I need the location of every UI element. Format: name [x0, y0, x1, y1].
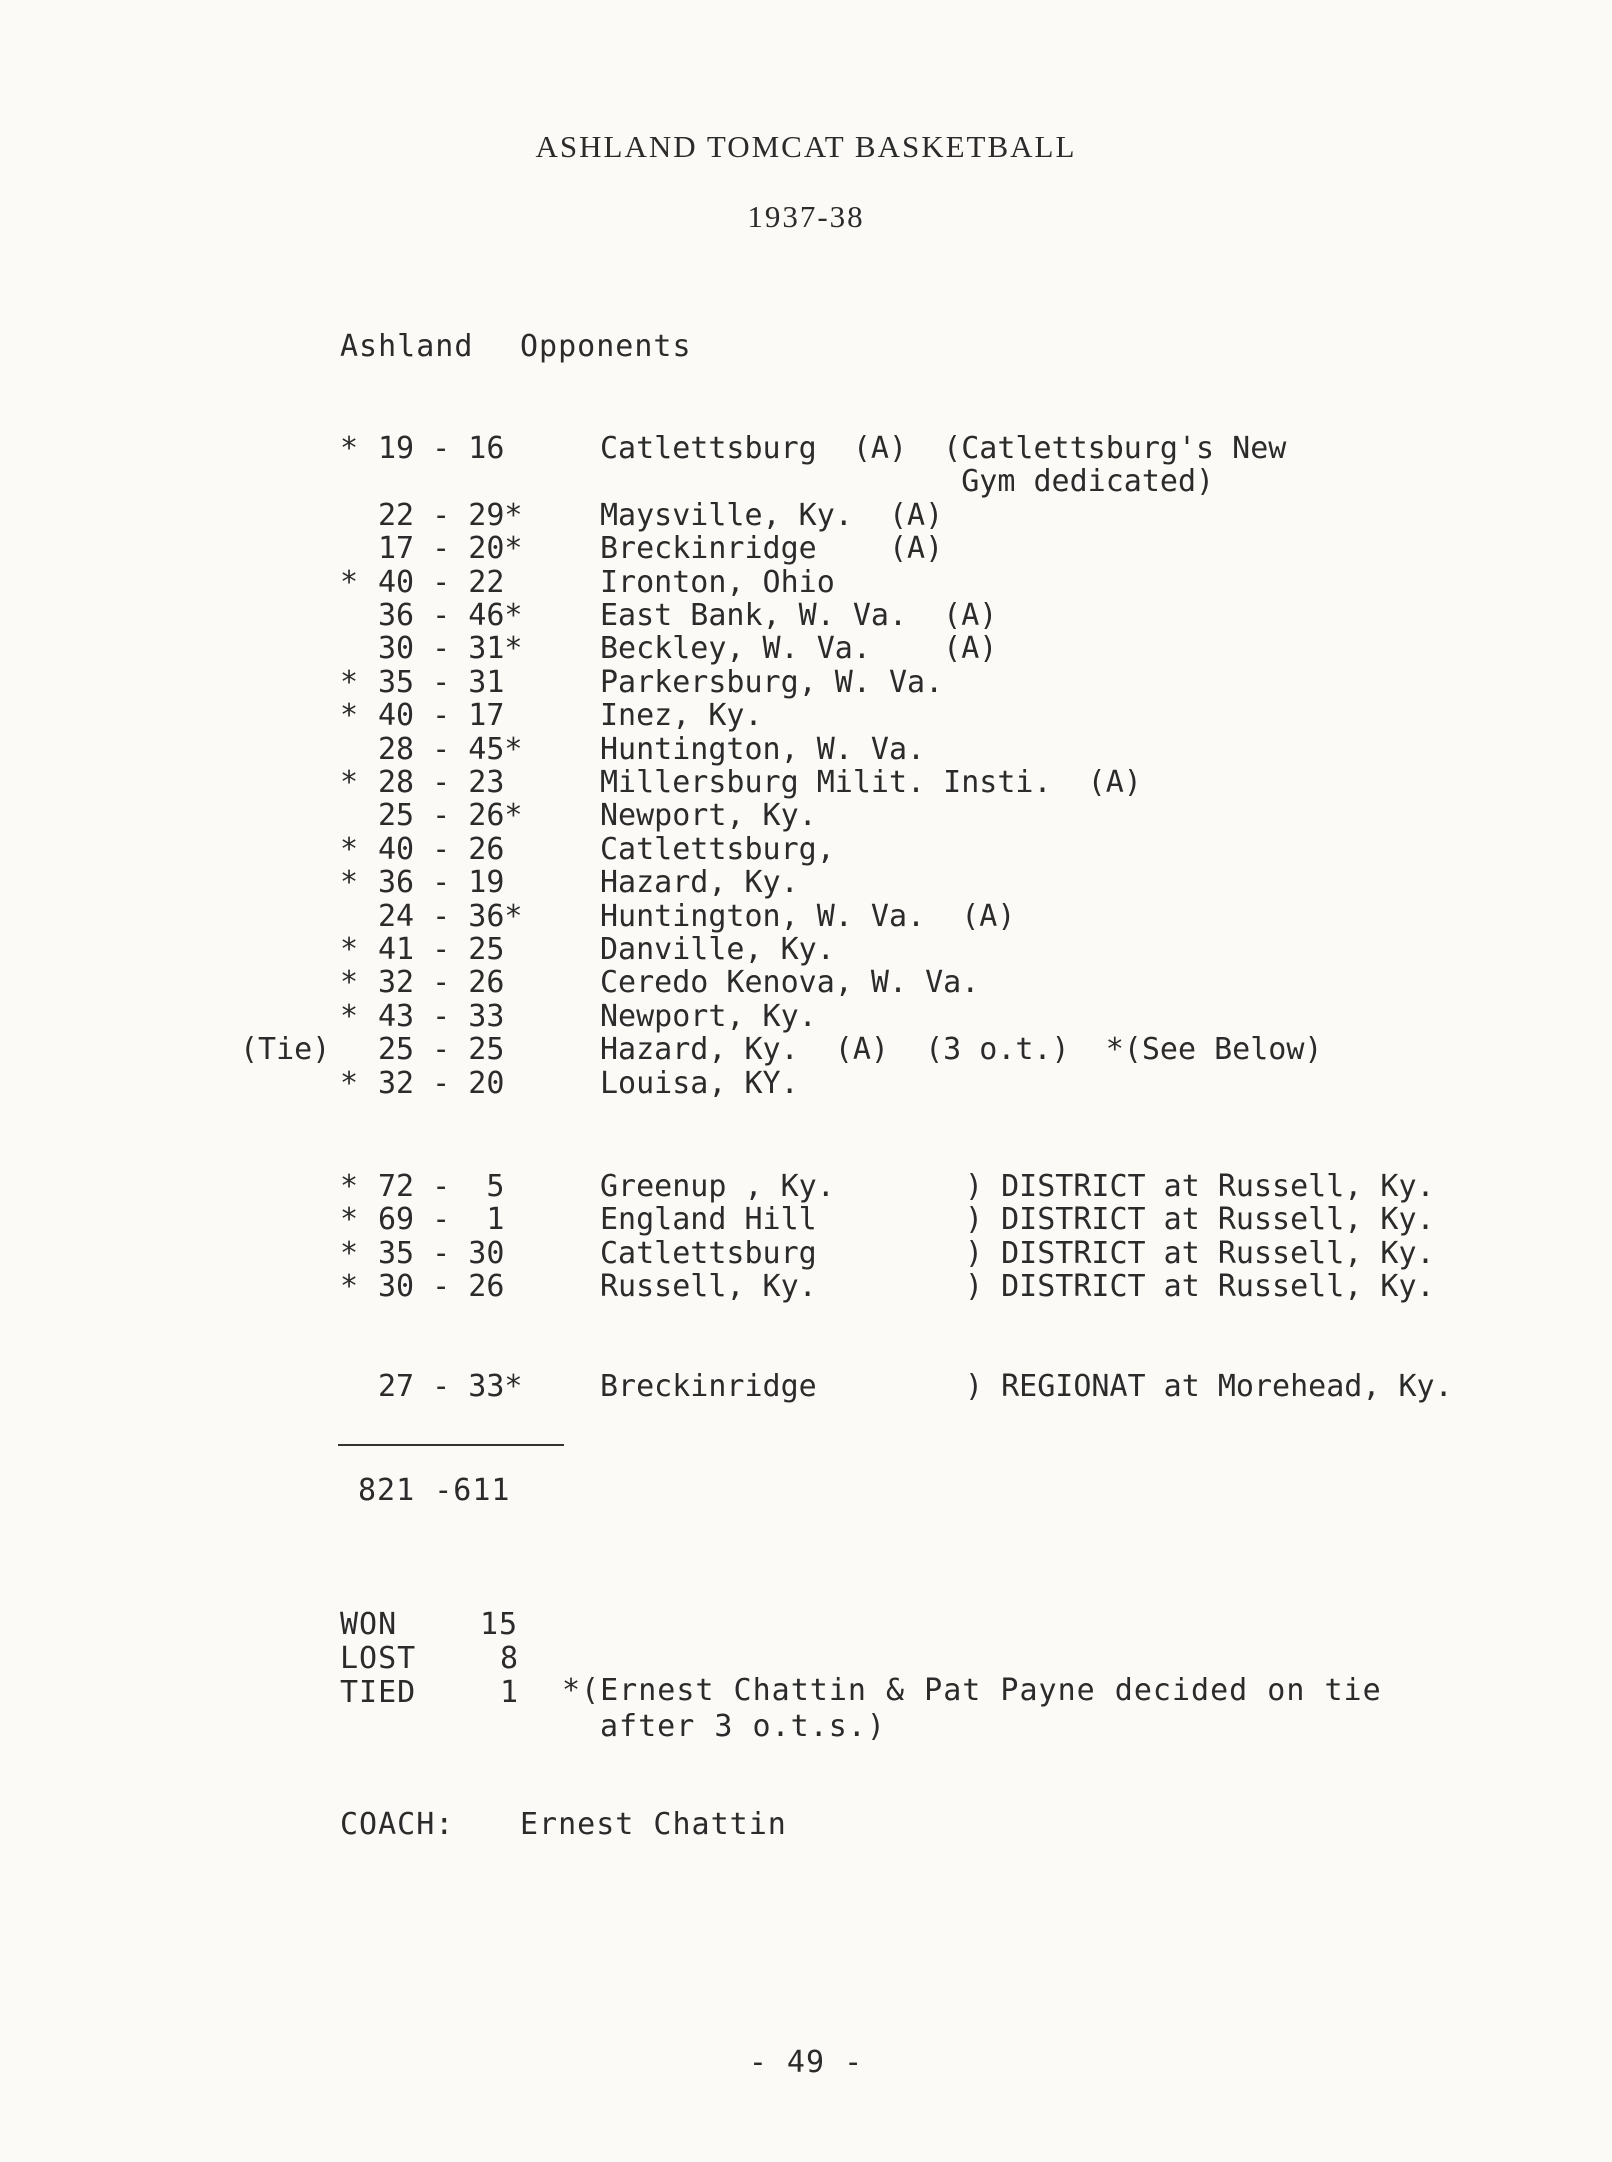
game-row [0, 866, 1612, 900]
win-marker: * [340, 1235, 359, 1271]
game-score: 25 - 25 [378, 1032, 523, 1068]
game-note: ) REGIONAT at Morehead, Ky. [965, 1369, 1453, 1404]
win-marker: * [340, 1269, 359, 1305]
game-score: 30 - 31* [378, 631, 523, 667]
game-score: 25 - 26* [378, 798, 523, 834]
game-row [0, 733, 1612, 767]
coach-name: Ernest Chattin [520, 1807, 787, 1842]
game-score: 36 - 46* [378, 598, 523, 633]
opponent-name: Newport, Ky. [600, 798, 817, 834]
game-score: 24 - 36* [378, 898, 523, 934]
game-score: 32 - 20 [378, 1065, 523, 1101]
opponent-name: Newport, Ky. [600, 998, 817, 1034]
game-row [0, 499, 1612, 533]
game-score: 40 - 26 [378, 831, 523, 867]
game-score: 35 - 30 [378, 1235, 523, 1271]
game-note: ) DISTRICT at Russell, Ky. [965, 1169, 1435, 1204]
opponent-name: Catlettsburg (A) (Catlettsburg's New [600, 431, 1287, 466]
opponent-name: Ironton, Ohio [600, 564, 835, 600]
game-score: 19 - 16 [378, 431, 523, 466]
game-note: ) DISTRICT at Russell, Ky. [965, 1235, 1435, 1271]
game-score: 27 - 33* [378, 1369, 523, 1404]
opponent-name: Catlettsburg, [600, 831, 835, 867]
opponent-name: Russell, Ky. [600, 1269, 817, 1305]
game-row [0, 766, 1612, 800]
game-score: 72 - 5 [378, 1169, 523, 1204]
opponent-name: Parkersburg, W. Va. [600, 664, 944, 700]
page-number: - 49 - [748, 2045, 864, 2080]
page-title: ASHLAND TOMCAT BASKETBALL [535, 129, 1077, 164]
game-row [0, 1170, 1612, 1204]
lost-label: LOST [340, 1641, 417, 1676]
game-row [0, 1067, 1612, 1101]
opponent-name: Greenup , Ky. [600, 1169, 835, 1204]
game-row [0, 699, 1612, 733]
game-score: 30 - 26 [378, 1269, 523, 1305]
game-score: 35 - 31 [378, 664, 523, 700]
win-marker: * [340, 831, 359, 867]
game-score: 17 - 20* [378, 531, 523, 567]
win-marker: * [340, 965, 359, 1001]
game-row [0, 1270, 1612, 1304]
coach-label: COACH: [340, 1807, 455, 1842]
opponent-name: Huntington, W. Va. (A) [600, 898, 1016, 934]
opponent-name: Millersburg Milit. Insti. (A) [600, 765, 1142, 800]
game-row [0, 1370, 1612, 1404]
game-row [0, 465, 1612, 499]
game-row [0, 566, 1612, 600]
game-row [0, 599, 1612, 633]
opponent-name: Breckinridge (A) [600, 531, 944, 567]
opponent-name: Maysville, Ky. (A) [600, 497, 944, 533]
win-marker: * [340, 431, 359, 466]
game-score: 40 - 17 [378, 698, 523, 734]
opponent-name: Inez, Ky. [600, 698, 763, 734]
win-marker: * [340, 1169, 359, 1204]
tie-footnote-continued: after 3 o.t.s.) [600, 1709, 886, 1744]
game-score: 32 - 26 [378, 965, 523, 1001]
game-note: ) DISTRICT at Russell, Ky. [965, 1202, 1435, 1238]
win-marker: * [340, 932, 359, 967]
opponent-name: Danville, Ky. [600, 932, 835, 967]
opponent-name: Huntington, W. Va. [600, 731, 926, 767]
season-year: 1937-38 [747, 199, 865, 234]
game-row [0, 1203, 1612, 1237]
column-header-ashland: Ashland [340, 329, 474, 364]
game-row [0, 632, 1612, 666]
tie-marker: (Tie) [240, 1032, 331, 1068]
game-score: 40 - 22 [378, 564, 523, 600]
game-row [0, 966, 1612, 1000]
opponent-name: Ceredo Kenova, W. Va. [600, 965, 980, 1001]
win-marker: * [340, 698, 359, 734]
game-score: 69 - 1 [378, 1202, 523, 1238]
game-row [0, 799, 1612, 833]
game-score: 28 - 23 [378, 765, 523, 800]
win-marker: * [340, 1202, 359, 1238]
game-row [0, 1033, 1612, 1067]
won-label: WON [340, 1607, 398, 1642]
game-score: 28 - 45* [378, 731, 523, 767]
win-marker: * [340, 998, 359, 1034]
lost-count: 8 [500, 1641, 520, 1676]
opponent-name: Gym dedicated) [600, 464, 1215, 500]
win-marker: * [340, 865, 359, 901]
column-header-opponents: Opponents [520, 329, 692, 364]
opponent-name: Louisa, KY. [600, 1065, 799, 1101]
tied-label: TIED [340, 1675, 417, 1710]
season-totals: 821 -611 [358, 1473, 511, 1508]
game-row [0, 666, 1612, 700]
game-score: 22 - 29* [378, 497, 523, 533]
opponent-name: Breckinridge [600, 1369, 817, 1404]
opponent-name: Beckley, W. Va. (A) [600, 631, 998, 667]
game-row [0, 432, 1612, 466]
opponent-name: Catlettsburg [600, 1235, 817, 1271]
tie-footnote: *(Ernest Chattin & Pat Payne decided on tie [562, 1673, 1382, 1708]
totals-divider [338, 1444, 564, 1446]
opponent-name: Hazard, Ky. [600, 865, 799, 901]
game-row [0, 532, 1612, 566]
game-score: 43 - 33 [378, 998, 523, 1034]
win-marker: * [340, 564, 359, 600]
opponent-name: England Hill [600, 1202, 817, 1238]
won-count: 15 [480, 1607, 519, 1642]
game-score: 36 - 19 [378, 865, 523, 901]
game-row [0, 1237, 1612, 1271]
opponent-name: Hazard, Ky. (A) (3 o.t.) *(See Below) [600, 1032, 1323, 1068]
win-marker: * [340, 664, 359, 700]
win-marker: * [340, 765, 359, 800]
opponent-name: East Bank, W. Va. (A) [600, 598, 998, 633]
game-row [0, 1000, 1612, 1034]
game-row [0, 933, 1612, 967]
game-row [0, 833, 1612, 867]
tied-count: 1 [500, 1675, 520, 1710]
win-marker: * [340, 1065, 359, 1101]
game-row [0, 900, 1612, 934]
game-score: 41 - 25 [378, 932, 523, 967]
game-note: ) DISTRICT at Russell, Ky. [965, 1269, 1435, 1305]
